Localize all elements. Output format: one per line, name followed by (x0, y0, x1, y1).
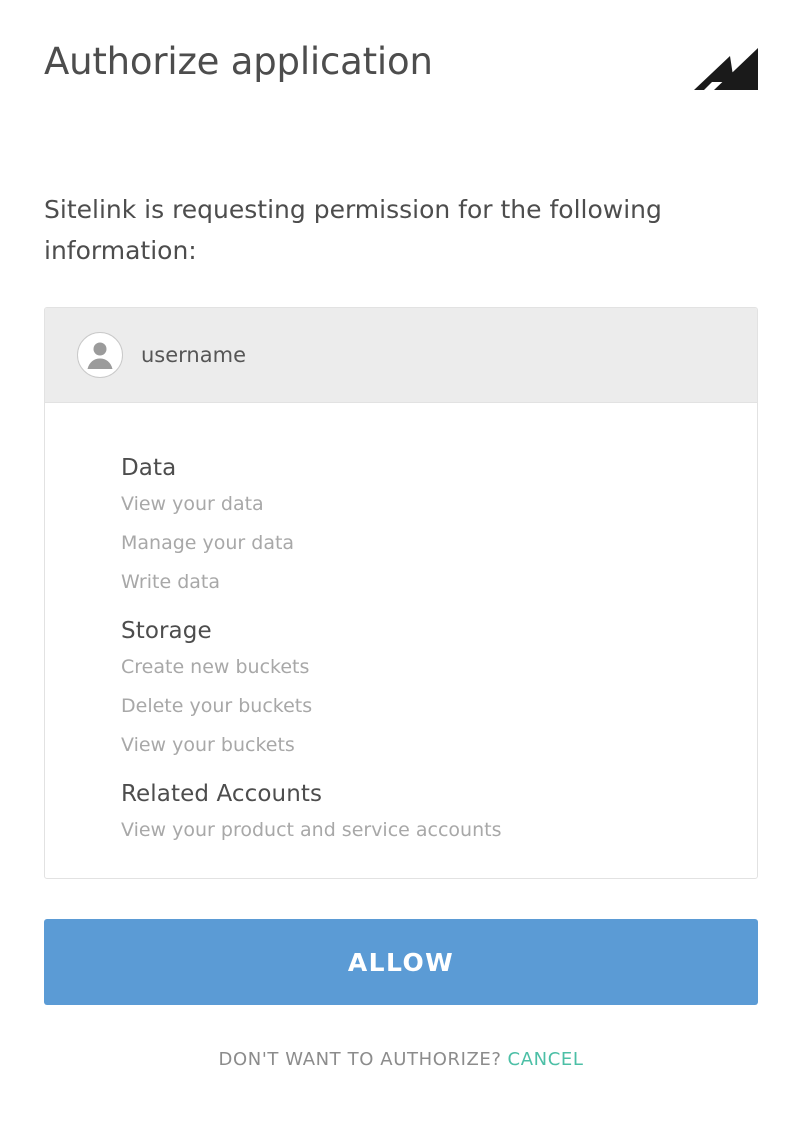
scope-item: View your product and service accounts (121, 819, 502, 841)
footer-prompt-text: DON'T WANT TO AUTHORIZE? (218, 1049, 502, 1070)
scope-item: View your data (121, 493, 264, 515)
scope-item: Delete your buckets (121, 695, 313, 717)
page-header (44, 0, 758, 92)
scope-item: Write data (121, 571, 220, 593)
allow-button[interactable]: ALLOW (44, 919, 758, 1005)
user-avatar-icon (77, 332, 123, 378)
scope-group-heading: Related Accounts (121, 781, 323, 807)
permission-scope-list (45, 403, 757, 878)
scope-group-heading: Storage (121, 618, 212, 644)
scope-item: Manage your data (121, 532, 295, 554)
scope-group-heading: Data (121, 455, 177, 481)
permissions-card (44, 307, 758, 879)
authorize-footer (44, 1049, 758, 1070)
permission-request-text: Sitelink is requesting permission for the following information: (44, 195, 662, 265)
scope-group-storage (121, 618, 725, 755)
cancel-link[interactable]: CANCEL (507, 1049, 584, 1070)
scope-item: Create new buckets (121, 656, 310, 678)
scope-item: View your buckets (121, 734, 295, 756)
account-row (45, 308, 757, 403)
brand-arrow-logo-icon (686, 46, 758, 92)
scope-group-data (121, 455, 725, 592)
account-username: username (141, 343, 246, 367)
page-title: Authorize application (44, 40, 433, 83)
scope-group-related-accounts (121, 781, 725, 840)
